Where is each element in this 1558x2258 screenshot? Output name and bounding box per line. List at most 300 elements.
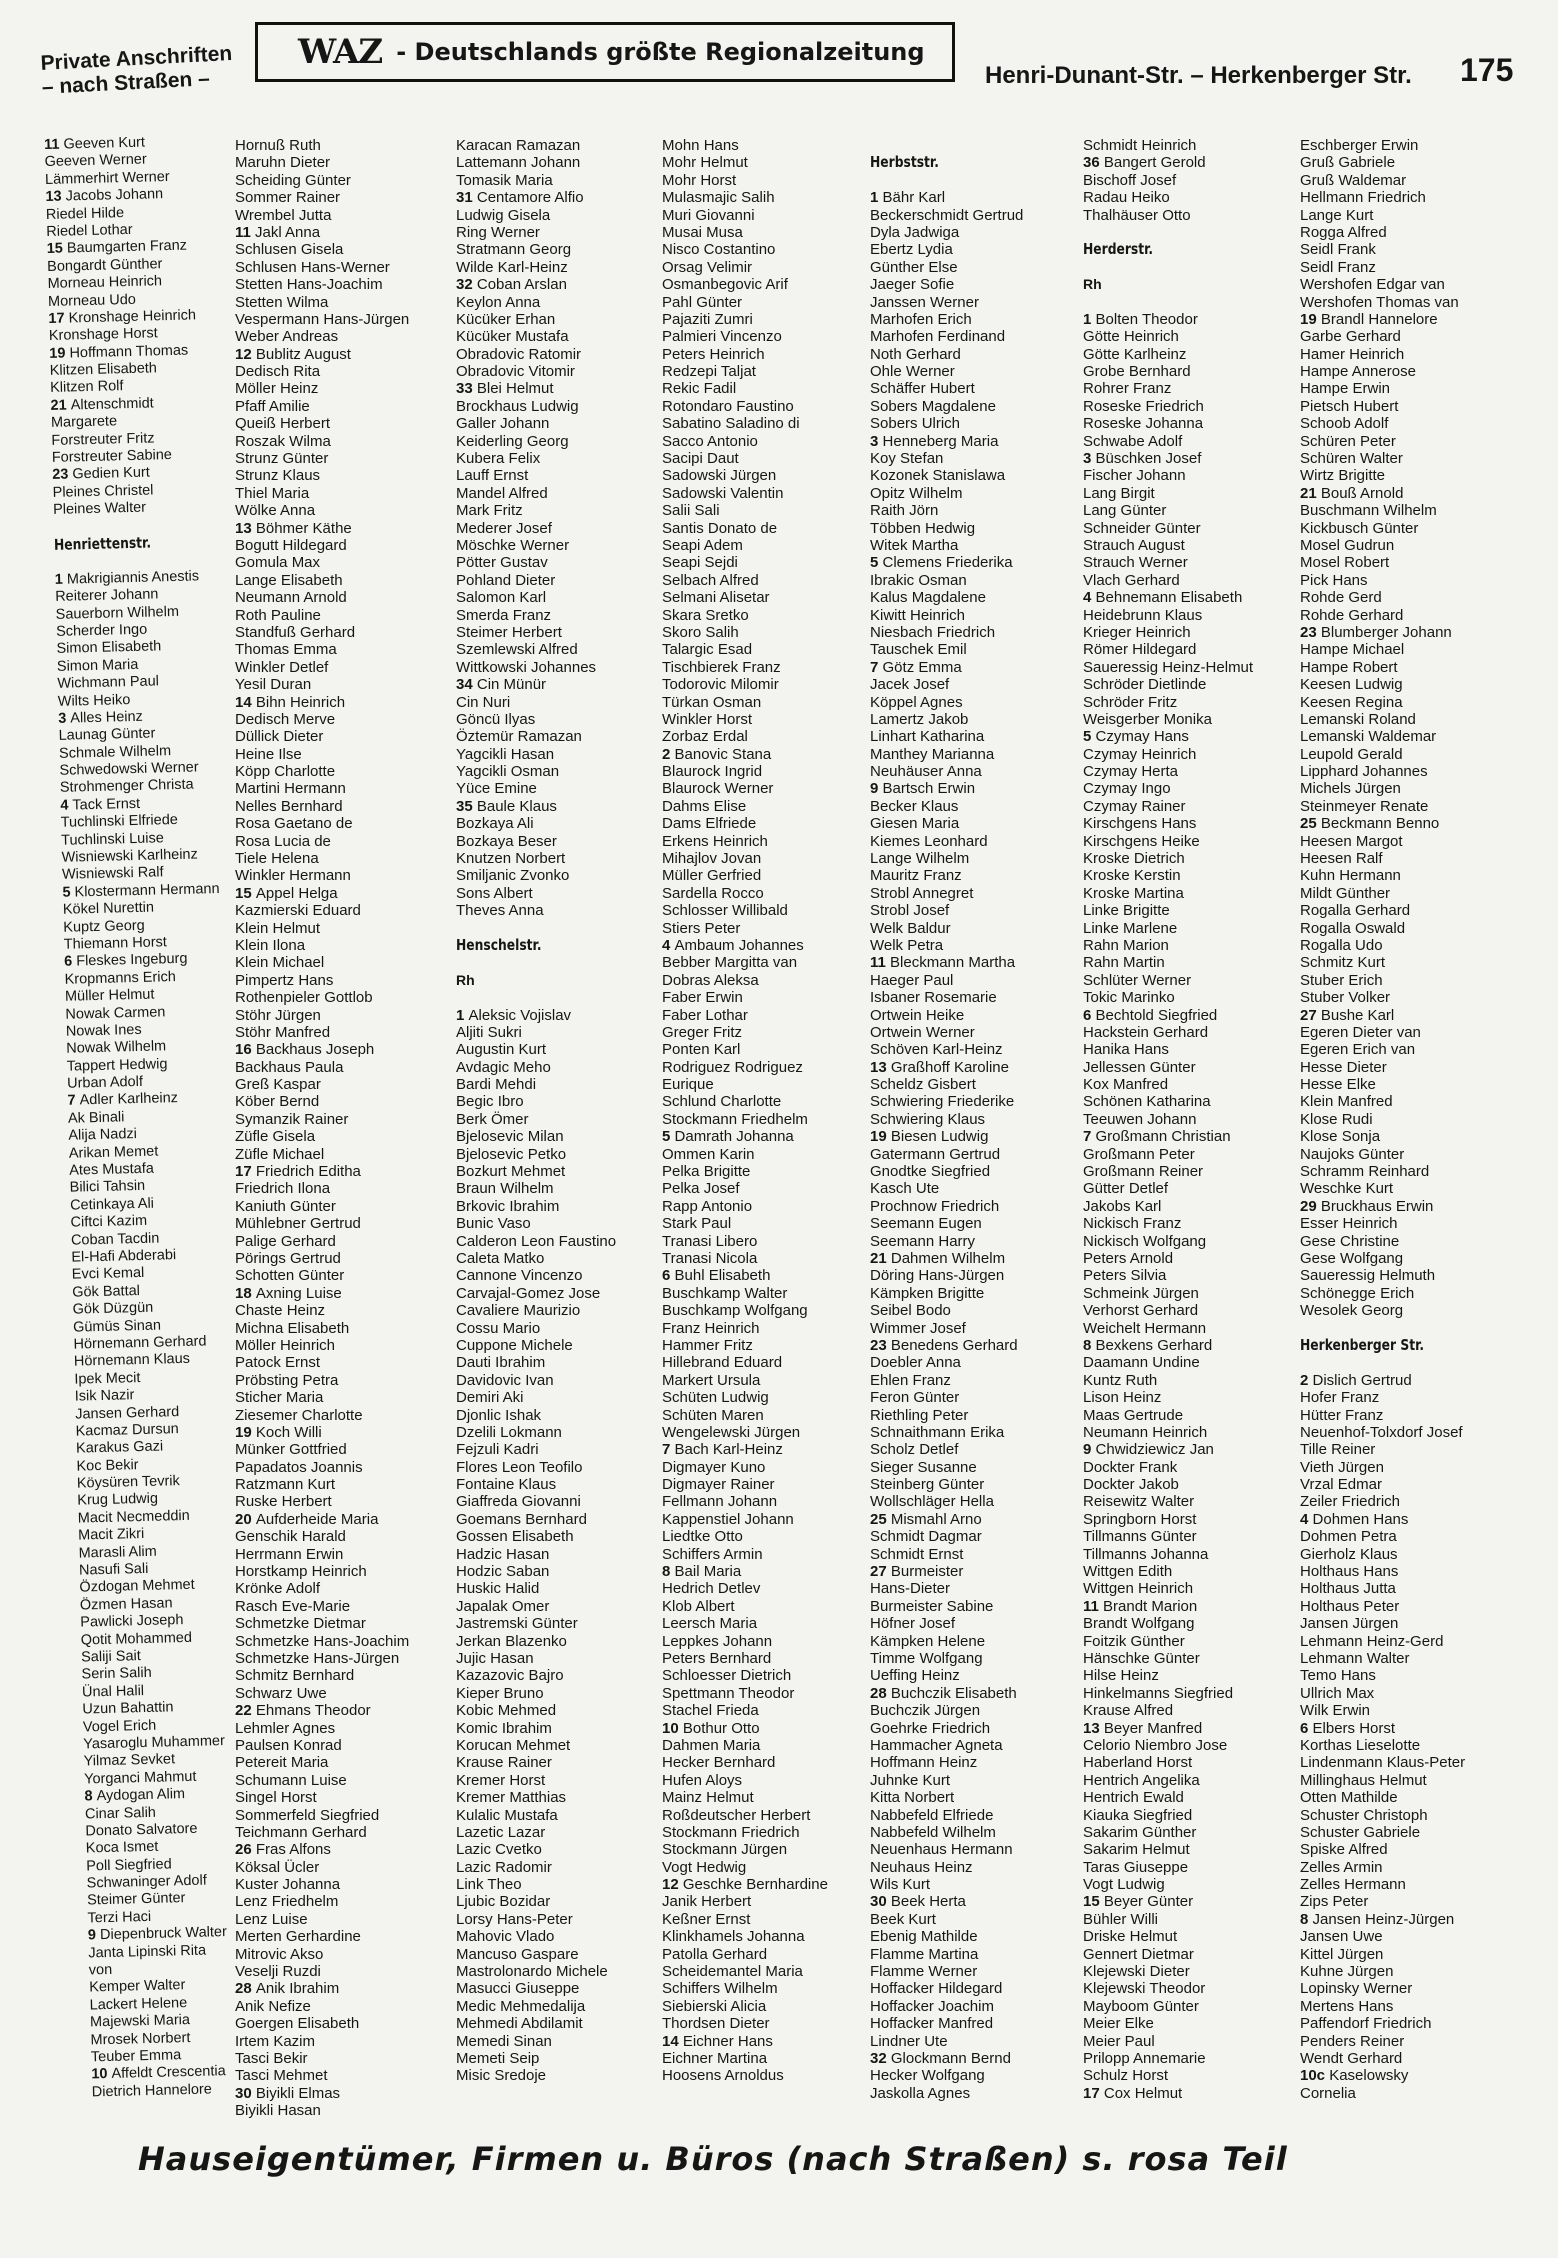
resident-entry: Kitta Norbert: [870, 1789, 955, 1807]
resident-entry: Wollschläger Hella: [870, 1493, 994, 1511]
resident-entry: Pörings Gertrud: [235, 1250, 341, 1267]
resident-entry: Tokic Marinko: [1083, 989, 1175, 1007]
resident-entry: Nowak Carmen: [65, 1003, 166, 1023]
resident-entry: Hornuß Ruth: [235, 137, 321, 154]
resident-entry: Morneau Udo: [47, 291, 137, 310]
resident-entry: Qotit Mohammed: [80, 1629, 193, 1649]
street-heading: Herderstr.: [1083, 240, 1154, 259]
resident-entry: Hörnemann Klaus: [73, 1351, 191, 1370]
resident-entry: Linke Marlene: [1083, 919, 1178, 937]
resident-entry: Kökel Nurettin: [62, 899, 155, 918]
resident-entry: Eurique: [662, 1076, 714, 1094]
resident-entry: Zeiler Friedrich: [1300, 1493, 1401, 1511]
resident-entry: Rapp Antonio: [662, 1197, 753, 1215]
resident-entry: Davidovic Ivan: [456, 1371, 554, 1389]
resident-entry: Stetten Wilma: [235, 293, 329, 311]
resident-entry: [1083, 728, 1253, 745]
house-number: 31: [456, 189, 477, 207]
resident-entry: Möller Heinrich: [235, 1336, 336, 1354]
resident-entry: Nickisch Franz: [1083, 1215, 1182, 1233]
resident-entry: Schönegge Erich: [1300, 1284, 1415, 1302]
resident-entry: Wirtz Brigitte: [1300, 467, 1386, 485]
resident-entry: Tuchlinski Luise: [60, 829, 164, 849]
resident-entry: Teichmann Gerhard: [235, 1823, 367, 1841]
house-number: 7: [870, 658, 883, 676]
resident-entry: Nelles Bernhard: [235, 797, 343, 815]
resident-entry: Wisniewski Ralf: [61, 864, 164, 884]
resident-entry: Schuster Christoph: [1300, 1806, 1428, 1824]
house-number: 26: [235, 1841, 256, 1859]
resident-entry: Japalak Omer: [456, 1597, 550, 1615]
resident-entry: Pötter Gustav: [456, 554, 548, 572]
resident-name: Aleksic Vojislav: [468, 1006, 572, 1024]
resident-entry: Vieth Jürgen: [1300, 1458, 1384, 1476]
resident-entry: Sacco Antonio: [662, 432, 758, 450]
resident-entry: Franz Heinrich: [662, 1319, 760, 1337]
resident-entry: Weber Andreas: [235, 328, 339, 346]
resident-entry: [1300, 1007, 1465, 1024]
resident-entry: Mainz Helmut: [662, 1789, 754, 1807]
resident-entry: Palige Gerhard: [235, 1232, 336, 1250]
house-number: 19: [235, 1423, 256, 1441]
resident-entry: Todorovic Milomir: [662, 676, 779, 694]
resident-entry: Ludwig Gisela: [456, 206, 551, 224]
resident-entry: Mitrovic Akso: [235, 1945, 324, 1963]
resident-entry: Kalus Magdalene: [870, 589, 986, 607]
resident-entry: Berk Ömer: [456, 1110, 529, 1128]
resident-entry: [1300, 815, 1465, 832]
resident-entry: Paffendorf Friedrich: [1300, 2015, 1432, 2033]
resident-entry: Stuber Erich: [1300, 971, 1383, 989]
resident-entry: Gümüs Sinan: [72, 1317, 162, 1336]
resident-entry: Sons Albert: [456, 884, 533, 902]
resident-entry: Simon Elisabeth: [56, 638, 162, 658]
resident-name: Ambaum Johannes: [674, 936, 804, 954]
resident-entry: Fischer Johann: [1083, 467, 1186, 485]
resident-entry: Dockter Jakob: [1083, 1476, 1179, 1494]
resident-entry: Kittel Jürgen: [1300, 1945, 1384, 1963]
house-number: 5: [62, 884, 75, 901]
resident-entry: Stark Paul: [662, 1215, 732, 1233]
resident-entry: Skoro Salih: [662, 623, 739, 641]
resident-name: Ehmans Theodor: [255, 1702, 371, 1720]
resident-entry: Dockter Frank: [1083, 1458, 1178, 1476]
resident-entry: Reiterer Johann: [55, 586, 159, 606]
resident-entry: Sadowski Jürgen: [662, 467, 777, 485]
resident-entry: Scheldz Gisbert: [870, 1076, 976, 1094]
resident-entry: Sticher Maria: [235, 1389, 324, 1407]
resident-entry: Brandt Wolfgang: [1083, 1615, 1195, 1633]
resident-entry: Nickisch Wolfgang: [1083, 1232, 1207, 1250]
resident-entry: [870, 189, 1023, 206]
resident-entry: Hoffacker Joachim: [870, 1997, 994, 2015]
house-number: 32: [870, 2049, 891, 2067]
resident-name: Hoffmann Thomas: [69, 342, 189, 362]
resident-entry: [870, 1511, 1023, 1528]
resident-entry: Millinghaus Helmut: [1300, 1771, 1427, 1789]
spacer: [456, 920, 616, 937]
spacer: [870, 137, 1023, 154]
resident-entry: Stockmann Friedhelm: [662, 1110, 808, 1128]
resident-entry: Brockhaus Ludwig: [456, 397, 579, 415]
resident-entry: Poll Siegfried: [86, 1856, 172, 1875]
resident-entry: Seibel Bodo: [870, 1302, 951, 1320]
resident-entry: Muri Giovanni: [662, 206, 755, 224]
resident-entry: Rogalla Oswald: [1300, 919, 1406, 937]
resident-entry: Bozkaya Ali: [456, 815, 534, 833]
resident-entry: Vlach Gerhard: [1083, 571, 1180, 589]
resident-entry: Michels Jürgen: [1300, 780, 1401, 798]
resident-entry: Schmale Wilhelm: [58, 742, 172, 762]
resident-entry: Pelka Brigitte: [662, 1163, 751, 1181]
resident-entry: Roseske Friedrich: [1083, 397, 1204, 415]
resident-entry: Pawlicki Joseph: [80, 1612, 184, 1631]
resident-entry: Lämmerhirt Werner: [44, 168, 170, 188]
resident-name: Backhaus Joseph: [255, 1041, 375, 1059]
resident-entry: Roseske Johanna: [1083, 415, 1204, 433]
resident-name: Geeven Kurt: [63, 134, 146, 153]
resident-entry: Hecker Bernhard: [662, 1754, 776, 1772]
resident-entry: Tappert Hedwig: [66, 1055, 168, 1075]
resident-entry: Meier Elke: [1083, 2015, 1154, 2033]
resident-entry: Gennert Dietmar: [1083, 1945, 1194, 1963]
resident-name: Alles Heinz: [70, 708, 144, 727]
resident-entry: Neuenhof-Tolxdorf Josef: [1300, 1423, 1463, 1441]
resident-entry: Hans-Dieter: [870, 1580, 951, 1598]
resident-entry: Hammacher Agneta: [870, 1736, 1003, 1754]
resident-entry: Ljubic Bozidar: [456, 1893, 551, 1911]
resident-entry: Mayboom Günter: [1083, 1997, 1199, 2015]
resident-entry: Celorio Niembro Jose: [1083, 1736, 1228, 1754]
resident-entry: Köksal Ücler: [235, 1858, 320, 1876]
house-number: 21: [870, 1250, 891, 1267]
resident-entry: Giesen Maria: [870, 815, 960, 833]
house-number: 11: [235, 223, 256, 241]
resident-entry: Cuppone Michele: [456, 1336, 573, 1354]
resident-entry: Lindner Ute: [870, 2032, 948, 2050]
resident-entry: Terzi Haci: [87, 1908, 152, 1927]
resident-entry: Hampe Annerose: [1300, 363, 1416, 381]
resident-entry: Schmidt Ernst: [870, 1545, 964, 1563]
house-number: 13: [1083, 1719, 1104, 1737]
resident-entry: Link Theo: [456, 1876, 522, 1894]
resident-entry: Günther Else: [870, 258, 958, 276]
resident-entry: Kaniuth Günter: [235, 1197, 336, 1215]
resident-entry: Jastremski Günter: [456, 1615, 578, 1633]
house-number: 27: [1300, 1006, 1321, 1024]
resident-entry: Keylon Anna: [456, 293, 541, 311]
resident-entry: El-Hafi Abderabi: [71, 1247, 177, 1266]
resident-entry: Uzun Bahattin: [82, 1699, 174, 1718]
resident-entry: Forstreuter Fritz: [51, 430, 155, 449]
resident-name: Buchczik Elisabeth: [890, 1684, 1017, 1702]
resident-entry: Hoffmann Heinz: [870, 1754, 978, 1772]
resident-entry: Daamann Undine: [1083, 1354, 1200, 1372]
resident-entry: Pietsch Hubert: [1300, 397, 1399, 415]
resident-entry: Dietrich Hannelore: [91, 2081, 213, 2101]
resident-entry: Raith Jörn: [870, 502, 939, 520]
resident-entry: Pajaziti Zumri: [662, 310, 753, 328]
resident-entry: Gruß Waldemar: [1300, 171, 1407, 189]
resident-entry: Egeren Dieter van: [1300, 1023, 1421, 1041]
resident-entry: Kieper Bruno: [456, 1684, 544, 1702]
resident-entry: Rotondaro Faustino: [662, 397, 794, 415]
resident-entry: Gruß Gabriele: [1300, 154, 1396, 172]
resident-entry: Coban Tacdin: [70, 1230, 160, 1249]
resident-entry: Schüren Walter: [1300, 450, 1403, 468]
resident-entry: [1083, 1720, 1253, 1737]
resident-entry: Otten Mathilde: [1300, 1789, 1398, 1807]
resident-name: Glockmann Bernd: [890, 2049, 1011, 2067]
resident-entry: Jakobs Karl: [1083, 1197, 1162, 1215]
resident-entry: Lazic Cvetko: [456, 1841, 542, 1859]
resident-name: Henneberg Maria: [882, 432, 999, 450]
resident-name: Blei Helmut: [476, 380, 554, 398]
resident-entry: Züfle Michael: [235, 1145, 325, 1163]
footer-note: Hauseigentümer, Firmen u. Büros (nach Straßen) s. rosa Teil: [138, 2140, 1288, 2178]
resident-entry: Schoob Adolf: [1300, 415, 1389, 433]
house-number: 33: [456, 380, 477, 398]
spacer: [870, 172, 1023, 189]
resident-entry: Flamme Martina: [870, 1945, 979, 1963]
house-number: 10: [91, 2066, 112, 2083]
resident-entry: Komic Ibrahim: [456, 1719, 552, 1737]
resident-entry: Prochnow Friedrich: [870, 1197, 1000, 1215]
resident-entry: Petereit Maria: [235, 1754, 329, 1772]
resident-entry: Jansen Gerhard: [75, 1403, 180, 1423]
resident-entry: Cinar Salih: [84, 1804, 157, 1822]
resident-entry: Schäffer Hubert: [870, 380, 975, 398]
resident-entry: Gütter Detlef: [1083, 1180, 1169, 1198]
resident-entry: Dams Elfriede: [662, 815, 757, 833]
resident-entry: Hackstein Gerhard: [1083, 1023, 1209, 1041]
resident-name: Bexkens Gerhard: [1095, 1336, 1213, 1354]
resident-entry: Begic Ibro: [456, 1093, 524, 1111]
resident-entry: Ebertz Lydia: [870, 241, 953, 259]
resident-entry: Kroske Martina: [1083, 884, 1184, 902]
resident-entry: Sieger Susanne: [870, 1458, 977, 1476]
resident-entry: Prilopp Annemarie: [1083, 2049, 1206, 2067]
resident-name: Makrigiannis Anestis: [66, 568, 200, 588]
resident-entry: Götte Karlheinz: [1083, 345, 1187, 363]
resident-entry: Klitzen Elisabeth: [49, 360, 158, 380]
resident-entry: Misic Sredoje: [456, 2067, 547, 2085]
resident-entry: [456, 676, 616, 693]
resident-entry: Cossu Mario: [456, 1319, 541, 1337]
resident-entry: Teeuwen Johann: [1083, 1110, 1197, 1128]
resident-name: Böhmer Käthe: [255, 519, 352, 537]
resident-entry: Steinmeyer Renate: [1300, 797, 1429, 815]
resident-entry: Kappenstiel Johann: [662, 1510, 794, 1528]
resident-entry: [235, 1041, 409, 1058]
resident-entry: Penders Reiner: [1300, 2032, 1405, 2050]
house-number: 9: [1083, 1441, 1096, 1459]
resident-entry: Hentrich Angelika: [1083, 1771, 1200, 1789]
resident-entry: von: [88, 1961, 113, 1979]
resident-entry: Standfuß Gerhard: [235, 623, 356, 641]
resident-name: Götz Emma: [882, 658, 962, 676]
resident-entry: Schwedowski Werner: [59, 759, 199, 779]
resident-entry: Klein Ilona: [235, 936, 306, 954]
resident-entry: Korucan Mehmet: [456, 1736, 571, 1754]
resident-entry: Manthey Marianna: [870, 745, 995, 763]
resident-entry: Sardella Rocco: [662, 884, 764, 902]
resident-entry: Sakarim Helmut: [1083, 1841, 1190, 1859]
resident-entry: Gök Düzgün: [72, 1299, 154, 1318]
resident-entry: [662, 1720, 828, 1737]
resident-entry: [662, 1563, 828, 1580]
resident-entry: Hentrich Ewald: [1083, 1789, 1184, 1807]
resident-entry: Schöven Karl-Heinz: [870, 1041, 1003, 1059]
resident-entry: Hellmann Friedrich: [1300, 189, 1426, 207]
district-code: Rh: [1083, 276, 1102, 293]
resident-entry: Scherder Ingo: [55, 621, 148, 640]
resident-entry: Thiel Maria: [235, 484, 310, 502]
resident-entry: Wrembel Jutta: [235, 206, 332, 224]
resident-entry: Peters Heinrich: [662, 345, 765, 363]
resident-entry: Thiemann Horst: [63, 934, 168, 953]
resident-entry: Linhart Katharina: [870, 728, 985, 746]
resident-entry: Leupold Gerald: [1300, 745, 1403, 763]
resident-entry: Genschik Harald: [235, 1528, 346, 1546]
resident-entry: Schneider Günter: [1083, 519, 1201, 537]
resident-entry: [235, 1511, 409, 1528]
resident-entry: Hufen Aloys: [662, 1771, 743, 1789]
resident-entry: Markert Ursula: [662, 1371, 761, 1389]
resident-entry: Haeger Paul: [870, 971, 954, 989]
resident-entry: Steinberg Günter: [870, 1476, 985, 1494]
resident-entry: Leersch Maria: [662, 1615, 758, 1633]
resident-entry: Stockmann Friedrich: [662, 1823, 800, 1841]
resident-entry: Sauerborn Wilhelm: [55, 603, 180, 623]
resident-entry: Dauti Ibrahim: [456, 1354, 546, 1372]
house-number: 3: [1083, 450, 1096, 468]
resident-entry: Stöhr Manfred: [235, 1023, 331, 1041]
resident-entry: Kazazovic Bajro: [456, 1667, 564, 1685]
resident-entry: Janik Herbert: [662, 1893, 752, 1911]
resident-entry: Schramm Reinhard: [1300, 1163, 1430, 1181]
directory-column-5: [870, 137, 1023, 2102]
resident-entry: Hecker Wolfgang: [870, 2067, 985, 2085]
resident-entry: [1083, 154, 1253, 171]
resident-entry: [1300, 485, 1465, 502]
resident-entry: Gatermann Gertrud: [870, 1145, 1001, 1163]
resident-entry: Patock Ernst: [235, 1354, 321, 1372]
resident-entry: Krieger Heinrich: [1083, 623, 1191, 641]
resident-entry: [235, 1841, 409, 1858]
house-number: 11: [1083, 1597, 1104, 1615]
house-number: 34: [456, 676, 477, 694]
resident-entry: Roth Pauline: [235, 606, 321, 624]
resident-entry: Redzepi Taljat: [662, 363, 756, 381]
resident-entry: Stockmann Jürgen: [662, 1841, 788, 1859]
resident-name: Bouß Arnold: [1320, 484, 1404, 502]
resident-name: Bublitz August: [255, 345, 351, 363]
resident-entry: Wisniewski Karlheinz: [61, 846, 198, 866]
resident-entry: Launag Günter: [58, 725, 156, 745]
resident-name: Jansen Heinz-Jürgen: [1312, 1910, 1455, 1928]
resident-entry: Czymay Rainer: [1083, 797, 1186, 815]
resident-entry: Rohde Gerd: [1300, 589, 1382, 607]
resident-entry: Schüren Peter: [1300, 432, 1396, 450]
resident-entry: Zelles Armin: [1300, 1858, 1383, 1876]
resident-entry: Talargic Esad: [662, 641, 753, 659]
resident-entry: Lazetic Lazar: [456, 1823, 546, 1841]
resident-entry: Ibrakic Osman: [870, 571, 967, 589]
resident-entry: Dedisch Rita: [235, 363, 321, 381]
resident-entry: Singel Horst: [235, 1789, 317, 1807]
resident-entry: Obradovic Ratomir: [456, 345, 582, 363]
house-number: 17: [235, 1163, 256, 1181]
resident-entry: Hoffacker Manfred: [870, 2015, 994, 2033]
resident-entry: Köysüren Tevrik: [76, 1473, 180, 1492]
house-number: 30: [870, 1893, 891, 1911]
resident-entry: Bozkaya Beser: [456, 832, 557, 850]
resident-entry: Többen Hedwig: [870, 519, 976, 537]
resident-entry: Weisgerber Monika: [1083, 710, 1212, 728]
resident-entry: Bjelosevic Milan: [456, 1128, 564, 1146]
directory-column-2: [235, 137, 409, 2120]
spacer: [456, 954, 616, 971]
resident-entry: Witek Martha: [870, 536, 959, 554]
resident-name: Cox Helmut: [1103, 2084, 1183, 2102]
house-number: 14: [662, 2032, 683, 2050]
resident-entry: Demiri Aki: [456, 1389, 524, 1407]
resident-name: Eichner Hans: [682, 2032, 773, 2050]
resident-entry: [456, 1007, 616, 1024]
resident-entry: Welk Baldur: [870, 919, 951, 937]
resident-entry: [235, 1702, 409, 1719]
resident-name: Centamore Alfio: [476, 189, 584, 207]
resident-entry: Rogalla Gerhard: [1300, 902, 1411, 920]
resident-entry: Vogel Erich: [82, 1717, 157, 1736]
resident-entry: Galler Johann: [456, 415, 550, 433]
resident-entry: Mulasmajic Salih: [662, 189, 775, 207]
house-number: 32: [456, 276, 477, 294]
resident-entry: Eichner Martina: [662, 2049, 768, 2067]
resident-entry: Foitzik Günther: [1083, 1632, 1185, 1650]
house-number: 18: [235, 1284, 256, 1302]
resident-entry: Lange Elisabeth: [235, 571, 343, 589]
house-number: 4: [1083, 589, 1096, 607]
resident-entry: Tauschek Emil: [870, 641, 967, 659]
resident-entry: Dzelili Lokmann: [456, 1423, 562, 1441]
resident-entry: Kremer Matthias: [456, 1789, 567, 1807]
resident-entry: Tillmanns Johanna: [1083, 1545, 1209, 1563]
resident-entry: Özdogan Mehmet: [79, 1577, 195, 1596]
resident-entry: [870, 780, 1023, 797]
resident-entry: Bozkurt Mehmet: [456, 1163, 566, 1181]
resident-entry: Rekic Fadil: [662, 380, 737, 398]
resident-entry: Irtem Kazim: [235, 2032, 316, 2050]
spacer: [1300, 1354, 1465, 1371]
resident-entry: Hammer Fritz: [662, 1336, 753, 1354]
resident-entry: Spettmann Theodor: [662, 1684, 795, 1702]
resident-entry: Naujoks Günter: [1300, 1145, 1405, 1163]
resident-entry: Hesse Dieter: [1300, 1058, 1387, 1076]
resident-entry: Pleines Christel: [52, 482, 154, 501]
resident-entry: Vogt Hedwig: [662, 1858, 747, 1876]
resident-entry: Kuntz Ruth: [1083, 1371, 1158, 1389]
resident-entry: Serin Salih: [81, 1665, 152, 1683]
resident-entry: Tranasi Nicola: [662, 1250, 758, 1267]
resident-entry: Salomon Karl: [456, 589, 547, 607]
resident-entry: Schönen Katharina: [1083, 1093, 1211, 1111]
resident-entry: Seidl Franz: [1300, 258, 1376, 276]
resident-entry: Kropmanns Erich: [64, 968, 176, 988]
resident-entry: Haberland Horst: [1083, 1754, 1193, 1772]
resident-entry: Sakarim Günther: [1083, 1823, 1197, 1841]
